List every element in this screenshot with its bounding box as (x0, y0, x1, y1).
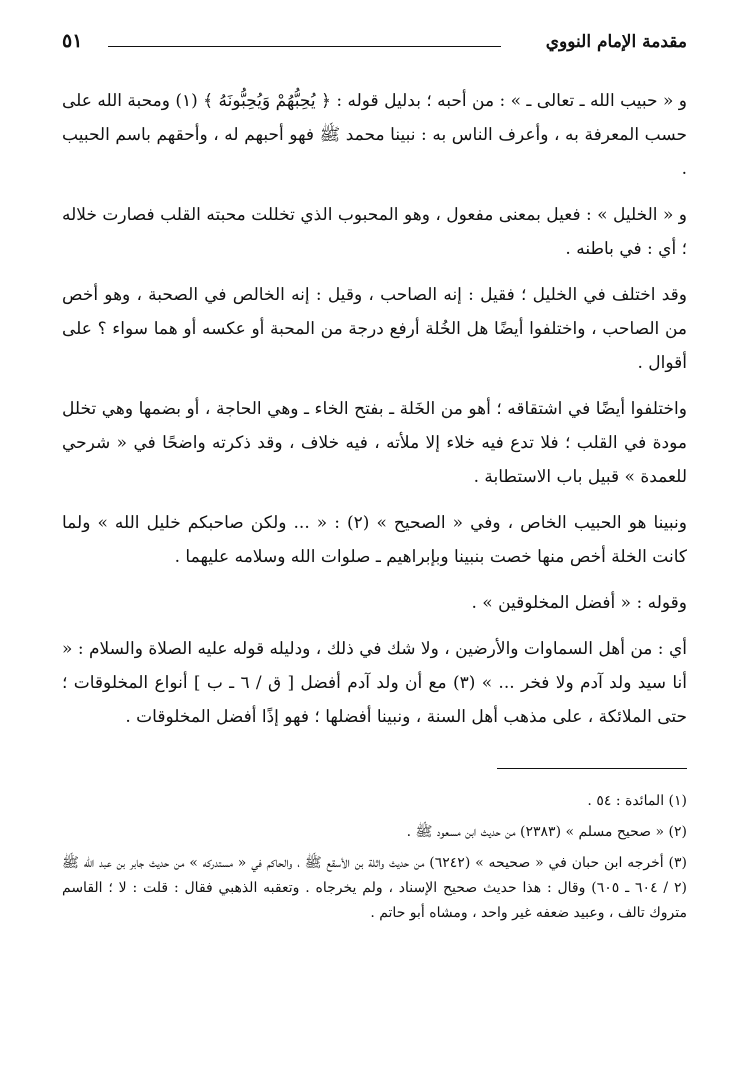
running-header (62, 30, 687, 60)
page (62, 30, 687, 1046)
paragraph-habib-khas: ونبينا هو الحبيب الخاص ، وفي « الصحيح » (٢) : « ... ولكن صاحبكم خليل الله » ولما كانت الخلة أخص منها خصت بنبينا وبإبراهيم ـ صلوات الله وسلامه عليهما . (62, 513, 687, 567)
paragraph-khalil-ikhtilaf: وقد اختلف في الخليل ؛ فقيل : إنه الصاحب ، وقيل : إنه الخالص في الصحبة ، وهو أخص من الصاحب ، واختلفوا أيضًا هل الخُلة أرفع درجة من المحبة أو عكسه أو هما سواء ؟ على أقوال . (62, 285, 687, 373)
footnote-2: (٢) « صحيح مسلم » (٢٣٨٣) من حديث ابن مسعود ﷺ . (406, 824, 687, 840)
paragraph-habib: و « حبيب الله ـ تعالى ـ » : من أحبه ؛ بدليل قوله : ﴿ يُحِبُّهُمْ وَيُحِبُّونَهُ ﴾ (١) ومحبة الله على حسب المعرفة به ، وأعرف الناس به : نبينا محمد ﷺ فهو أحبهم له ، وأحقهم باسم الحبيب . (62, 91, 687, 179)
footnote-3: (٣) أخرجه ابن حبان في « صحيحه » (٦٢٤٢) من حديث واثلة بن الأسقع ﷺ ، والحاكم في « مستدركه » من حديث جابر بن عبد الله ﷺ (٢ / ٦٠٤ ـ ٦٠٥) وقال : هذا حديث صحيح الإسناد ، ولم يخرجاه . وتعقبه الذهبي فقال : قلت : لا ؛ القاسم متروك تالف ، وعبيد ضعفه غير واحد ، ومشاه أبو حاتم . (62, 855, 687, 921)
footnotes (62, 789, 687, 926)
paragraph-khalil: و « الخليل » : فعيل بمعنى مفعول ، وهو المحبوب الذي تخللت محبته القلب فصارت خلاله ؛ أي : في باطنه . (62, 205, 687, 259)
header-rule (108, 46, 501, 47)
footnote-1: (١) المائدة : ٥٤ . (587, 793, 687, 809)
paragraph-afdal-heading: وقوله : « أفضل المخلوقين » . (471, 593, 687, 613)
footnote-separator (497, 768, 687, 769)
running-title: مقدمة الإمام النووي (545, 32, 687, 52)
body-text (62, 84, 687, 734)
page-number: ٥١ (62, 30, 83, 52)
paragraph-afdal: أي : من أهل السماوات والأرضين ، ولا شك في ذلك ، ودليله قوله عليه الصلاة والسلام : « أنا سيد ولد آدم ولا فخر ... » (٣) مع أن ولد آدم أفضل [ ق / ٦ ـ ب ] أنواع المخلوقات ؛ حتى الملائكة ، على مذهب أهل السنة ، ونبينا أفضلها ؛ فهو إذًا أفضل المخلوقات . (62, 639, 687, 727)
paragraph-ishtiqaq: واختلفوا أيضًا في اشتقاقه ؛ أهو من الخَلة ـ بفتح الخاء ـ وهي الحاجة ، أو بضمها وهي تخلل مودة في القلب ؛ فلا تدع فيه خلاء إلا ملأته ، فيه خلاف ، وقد ذكرته واضحًا في « شرحي للعمدة » قبيل باب الاستطابة . (62, 399, 687, 487)
